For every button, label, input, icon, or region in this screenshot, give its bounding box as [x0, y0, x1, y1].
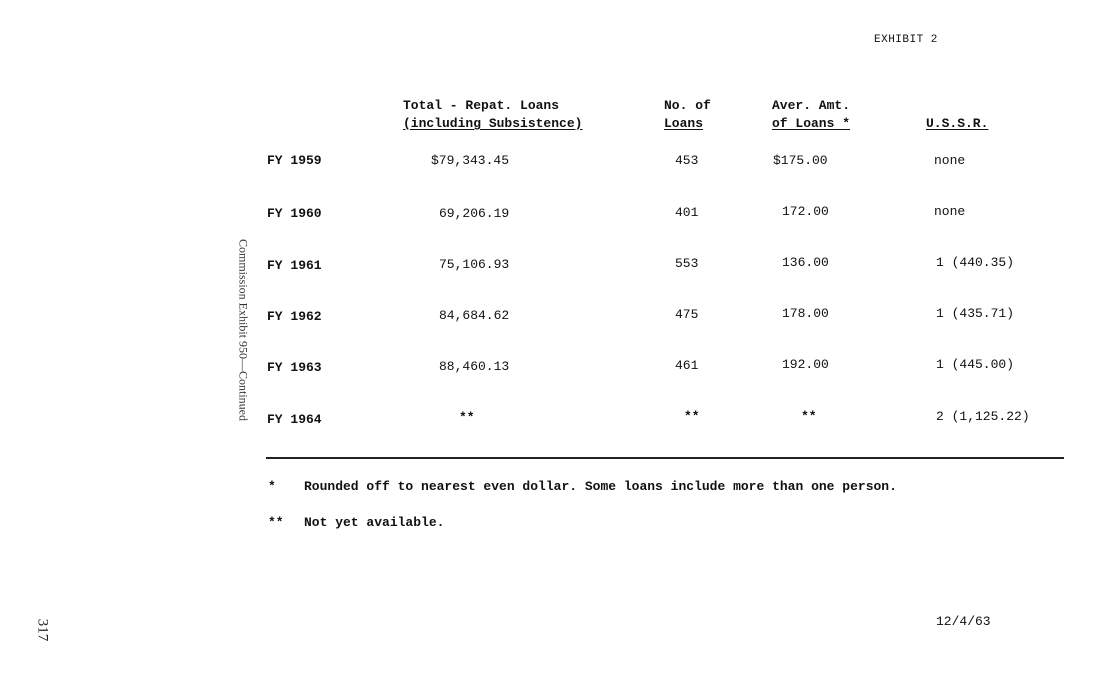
- cell-ussr: 1 (440.35): [936, 255, 1015, 270]
- row-label: FY 1959: [267, 153, 322, 168]
- cell-ussr: 2 (1,125.22): [936, 409, 1030, 424]
- header-average-line1: Aver. Amt.: [772, 98, 851, 113]
- cell-total: $79,343.45: [431, 153, 510, 168]
- cell-number: **: [684, 409, 700, 424]
- header-ussr: [926, 115, 988, 133]
- header-total-line2: (including Subsistence): [403, 116, 583, 131]
- footnote-text: Not yet available.: [304, 515, 445, 530]
- cell-total: **: [459, 410, 475, 425]
- cell-ussr: none: [934, 153, 966, 168]
- cell-average: $175.00: [773, 153, 828, 168]
- cell-average: 192.00: [782, 357, 829, 372]
- cell-total: 69,206.19: [439, 206, 510, 221]
- cell-average: 136.00: [782, 255, 829, 270]
- cell-average: 172.00: [782, 204, 829, 219]
- header-total-loans: [403, 97, 582, 133]
- row-label: FY 1963: [267, 360, 322, 375]
- cell-number: 553: [675, 256, 699, 271]
- row-label: FY 1962: [267, 309, 322, 324]
- exhibit-label: EXHIBIT 2: [874, 34, 938, 46]
- cell-total: 75,106.93: [439, 257, 510, 272]
- footnote-text: Rounded off to nearest even dollar. Some loans include more than one person.: [304, 479, 897, 494]
- footnote-mark: **: [268, 515, 284, 530]
- side-caption: Commission Exhibit 950—Continued: [236, 238, 251, 422]
- footnote: [268, 479, 897, 494]
- footnote: [268, 515, 444, 530]
- header-number-line2: Loans: [664, 116, 704, 131]
- footnote-mark: *: [268, 479, 276, 494]
- header-ussr-line: U.S.S.R.: [926, 116, 989, 131]
- header-average-line2: of Loans *: [772, 116, 851, 131]
- cell-number: 461: [675, 358, 699, 373]
- cell-average: **: [801, 409, 817, 424]
- cell-number: 453: [675, 153, 699, 168]
- cell-ussr: 1 (445.00): [936, 357, 1015, 372]
- cell-number: 401: [675, 205, 699, 220]
- row-label: FY 1964: [267, 412, 322, 427]
- cell-total: 88,460.13: [439, 359, 510, 374]
- cell-ussr: none: [934, 204, 966, 219]
- header-total-line1: Total - Repat. Loans: [403, 98, 560, 113]
- row-label: FY 1961: [267, 258, 322, 273]
- document-date: 12/4/63: [936, 614, 991, 629]
- page-number: 317: [34, 618, 51, 642]
- header-number-of-loans: [664, 97, 711, 133]
- table-divider: [266, 457, 1064, 459]
- cell-ussr: 1 (435.71): [936, 306, 1015, 321]
- header-average-amount: [772, 97, 850, 133]
- cell-total: 84,684.62: [439, 308, 510, 323]
- row-label: FY 1960: [267, 206, 322, 221]
- cell-average: 178.00: [782, 306, 829, 321]
- cell-number: 475: [675, 307, 699, 322]
- header-number-line1: No. of: [664, 98, 711, 113]
